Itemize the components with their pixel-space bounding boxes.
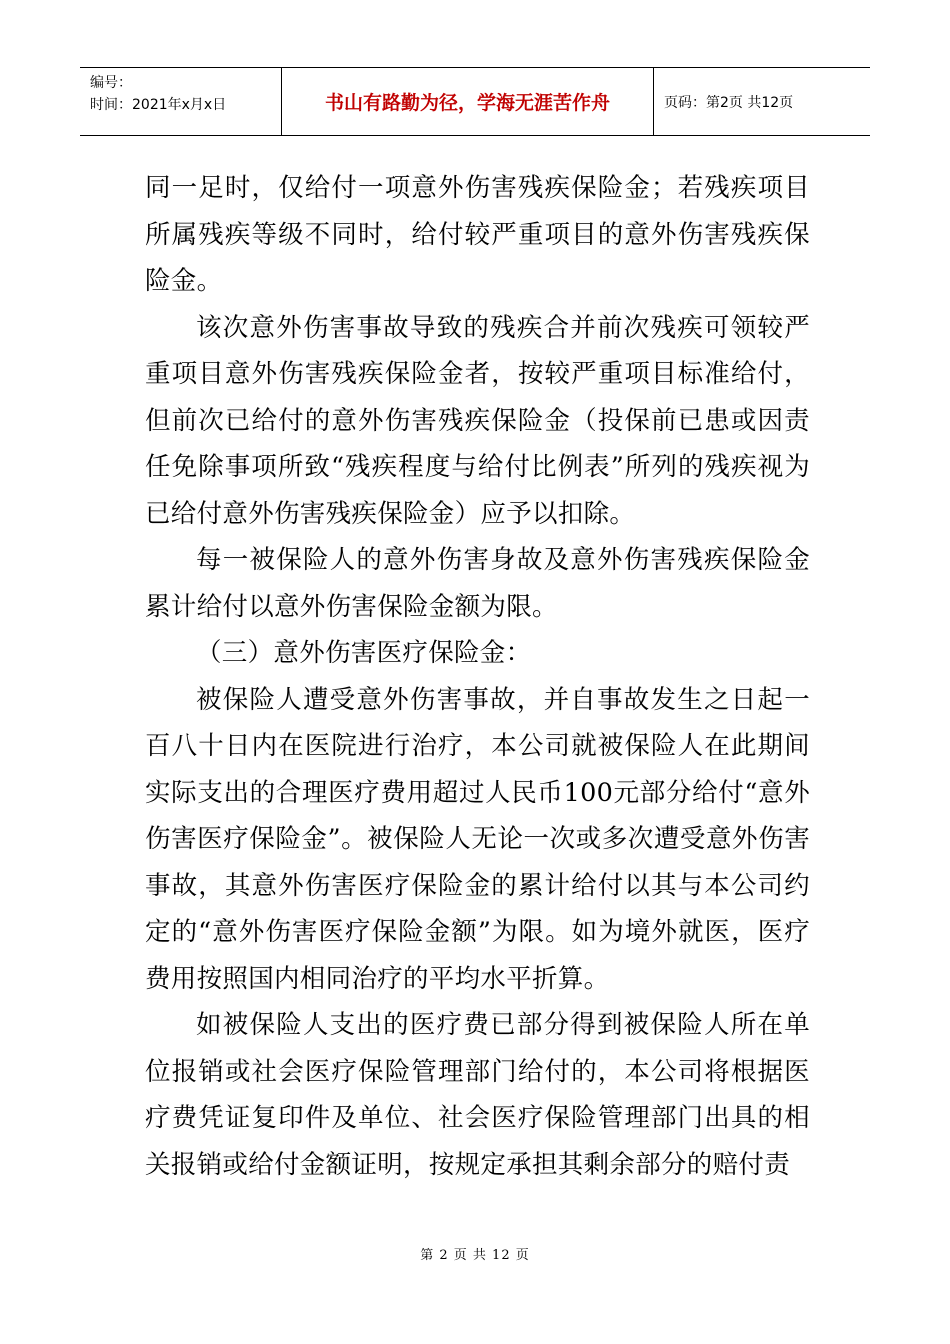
paragraph-6: 如被保险人支出的医疗费已部分得到被保险人所在单位报销或社会医疗保险管理部门给付的，本公司将根据医疗费凭证复印件及单位、社会医疗保险管理部门出具的相关报销或给付金额证明，按规定承担其剩余部分的赔付责	[145, 1010, 810, 1180]
paragraph-5: 被保险人遭受意外伤害事故，并自事故发生之日起一百八十日内在医院进行治疗，本公司就被保险人在此期间实际支出的合理医疗费用超过人民币100元部分给付“意外伤害医疗保险金”。被保险人无论一次或多次遭受意外伤害事故，其意外伤害医疗保险金的累计给付以其与本公司约定的“意外伤害医疗保险金额”为限。如为境外就医，医疗费用按照国内相同治疗的平均水平折算。	[145, 684, 810, 994]
header-motto	[282, 68, 654, 135]
header-meta	[80, 68, 282, 135]
section-heading: （三）意外伤害医疗保险金：	[196, 638, 532, 668]
document-date: 时间：2021年x月x日	[90, 97, 227, 113]
document-body	[145, 165, 810, 1188]
paragraph-3: 每一被保险人的意外伤害身故及意外伤害残疾保险金累计给付以意外伤害保险金额为限。	[145, 545, 810, 622]
page-footer	[0, 1244, 950, 1263]
header-page-info	[654, 68, 870, 135]
page-info-text: 页码：第2页 共12页	[664, 94, 794, 111]
paragraph-2: 该次意外伤害事故导致的残疾合并前次残疾可领较严重项目意外伤害残疾保险金者，按较严重项目标准给付，但前次已给付的意外伤害残疾保险金（投保前已患或因责任免除事项所致“残疾程度与给付比例表”所列的残疾视为已给付意外伤害残疾保险金）应予以扣除。	[145, 312, 810, 529]
page-header	[80, 67, 870, 136]
motto-text: 书山有路勤为径，学海无涯苦作舟	[324, 92, 610, 114]
document-number-label: 编号：	[90, 75, 132, 91]
footer-page-number: 第 2 页 共 12 页	[420, 1248, 530, 1263]
paragraph-1: 同一足时，仅给付一项意外伤害残疾保险金；若残疾项目所属残疾等级不同时，给付较严重项目的意外伤害残疾保险金。	[145, 173, 810, 296]
